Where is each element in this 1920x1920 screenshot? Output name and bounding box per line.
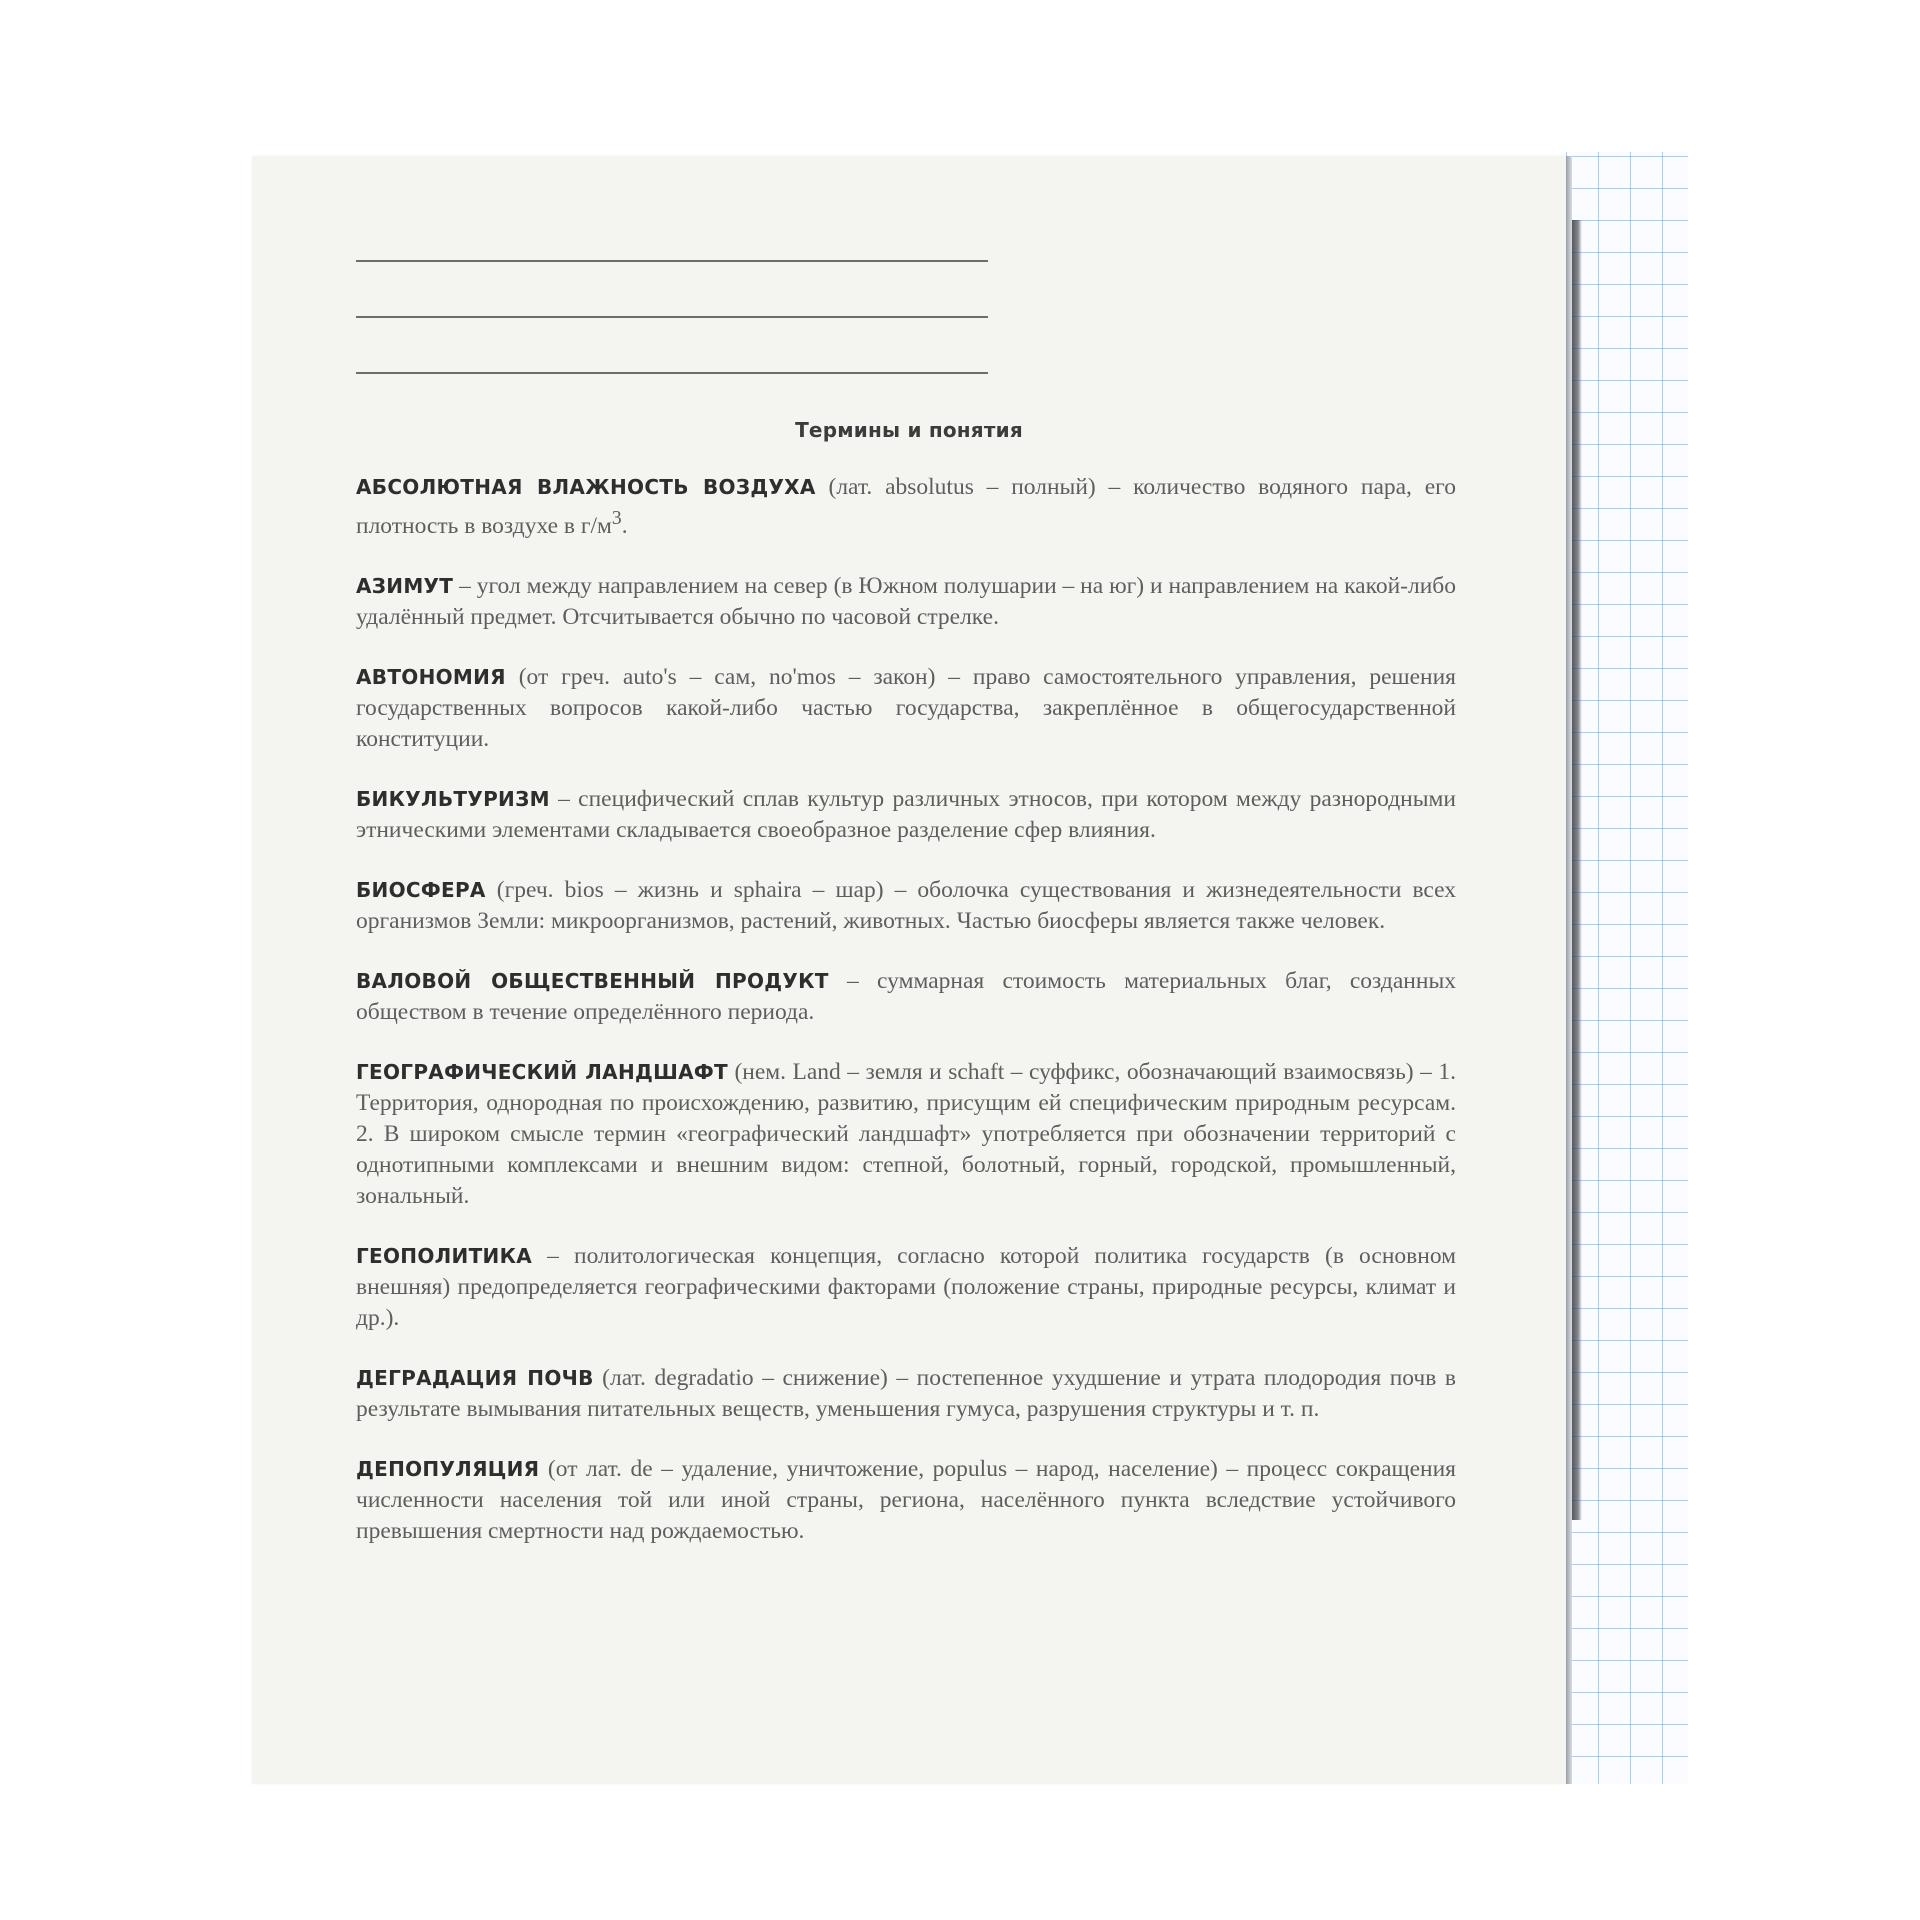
entry-definition: – специфический сплав культур различных этносов, при котором между разнородными этническими элементами складывается своеобразное разделение сфер влияния. bbox=[356, 785, 1456, 843]
glossary-entry bbox=[356, 662, 1456, 755]
glossary-entry bbox=[356, 875, 1456, 937]
entry-term: ГЕОПОЛИТИКА bbox=[356, 1243, 533, 1268]
glossary-entry bbox=[356, 1363, 1456, 1425]
glossary-entry bbox=[356, 784, 1456, 846]
glossary-entry bbox=[356, 472, 1456, 542]
entry-term: ДЕПОПУЛЯЦИЯ bbox=[356, 1456, 540, 1481]
entry-definition: – политологическая концепция, согласно которой политика государств (в основном внешняя) предопределяется географическими факторами (положение страны, природные ресурсы, климат и др.). bbox=[356, 1242, 1456, 1331]
glossary-entry bbox=[356, 571, 1456, 633]
entry-definition: (от греч. auto's – сам, no'mos – закон) – право самостоятельного управления, решения государственных вопросов какой-либо частью государства, закреплённое в общегосударственной конституции. bbox=[356, 663, 1456, 752]
entry-term: БИКУЛЬТУРИЗМ bbox=[356, 786, 550, 811]
binding-shadow bbox=[1572, 220, 1582, 1520]
glossary-entry bbox=[356, 1454, 1456, 1547]
entry-definition: (нем. Land – земля и schaft – суффикс, обозначающий взаимосвязь) – 1. Территория, однородная по происхождению, развитию, присущим ей специфическим природным ресурсам. 2. В широком смысле термин «географический ландшафт» употребляется при обозначении территорий с однотипными комплексами и внешним видом: степной, болотный, горный, городской, промышленный, зональный. bbox=[356, 1058, 1456, 1209]
name-line-3 bbox=[356, 372, 988, 374]
entry-definition: (от лат. de – удаление, уничтожение, populus – народ, население) – процесс сокращения численности населения той или иной страны, региона, населённого пункта вследствие устойчивого превышения смертности над рождаемостью. bbox=[356, 1455, 1456, 1544]
entry-term: ГЕОГРАФИЧЕСКИЙ ЛАНДШАФТ bbox=[356, 1059, 728, 1084]
section-title: Термины и понятия bbox=[795, 418, 1023, 442]
entry-tail: . bbox=[621, 512, 628, 539]
entry-term: АВТОНОМИЯ bbox=[356, 664, 506, 689]
entry-definition: (греч. bios – жизнь и sphaira – шар) – оболочка существования и жизнедеятельности всех организмов Земли: микроорганизмов, растений, животных. Частью биосферы является также человек. bbox=[356, 876, 1456, 934]
glossary-entry bbox=[356, 966, 1456, 1028]
entry-term: ДЕГРАДАЦИЯ ПОЧВ bbox=[356, 1365, 594, 1390]
entry-term: АЗИМУТ bbox=[356, 573, 454, 598]
entry-term: БИОСФЕРА bbox=[356, 877, 486, 902]
glossary-entry bbox=[356, 1057, 1456, 1212]
name-line-1 bbox=[356, 260, 988, 262]
name-line-2 bbox=[356, 316, 988, 318]
entry-definition: (лат. degradatio – снижение) – постепенное ухудшение и утрата плодородия почв в результате вымывания питательных веществ, уменьшения гумуса, разрушения структуры и т. п. bbox=[356, 1364, 1456, 1422]
entry-definition: – угол между направлением на север (в Южном полушарии – на юг) и направлением на какой-либо удалённый предмет. Отсчитывается обычно по часовой стрелке. bbox=[356, 572, 1456, 630]
entry-definition: – суммарная стоимость материальных благ, созданных обществом в течение определённого периода. bbox=[356, 967, 1456, 1025]
entry-term: АБСОЛЮТНАЯ ВЛАЖНОСТЬ ВОЗДУХА bbox=[356, 475, 816, 499]
glossary-entry bbox=[356, 1241, 1456, 1334]
notebook-back-cover bbox=[252, 156, 1566, 1784]
entry-superscript: 3 bbox=[611, 508, 622, 529]
glossary-list bbox=[356, 472, 1456, 1576]
entry-definition: (лат. absolutus – полный) – количество водяного пара, его плотность в воздухе в г/м bbox=[356, 474, 1456, 539]
entry-term: ВАЛОВОЙ ОБЩЕСТВЕННЫЙ ПРОДУКТ bbox=[356, 968, 829, 993]
